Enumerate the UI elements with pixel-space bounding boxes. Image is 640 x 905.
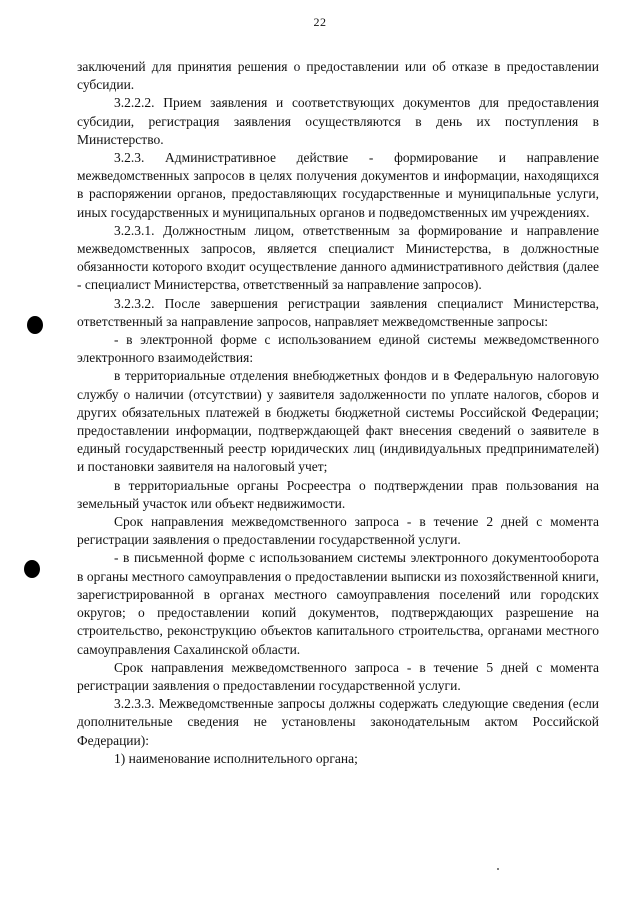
paragraph-deadline-5-days: Срок направления межведомственного запроса - в течение 5 дней с момента регистрации заявления о предоставлении государственной услуги. — [77, 659, 599, 693]
list-item-electronic-form: - в электронной форме с использованием единой системы межведомственного электронного взаимодействия: — [77, 332, 599, 366]
paragraph-rosreestr-request: в территориальные органы Росреестра о подтверждении прав пользования на земельный участок или объект недвижимости. — [77, 477, 599, 511]
paragraph-3-2-3: 3.2.3. Административное действие - формирование и направление межведомственных запросов в целях получения документов и информации, находящихся в распоряжении органов, предоставляющих государственные и муниципальные услуги, иных государственных и муниципальных органов и подведомственных им учреждениях. — [77, 150, 599, 220]
paragraph-3-2-3-2: 3.2.3.2. После завершения регистрации заявления специалист Министерства, ответственный за направление запросов, направляет межведомственные запросы: — [77, 295, 599, 329]
page-number: 22 — [313, 15, 327, 29]
paragraph-3-2-3-3: 3.2.3.3. Межведомственные запросы должны содержать следующие сведения (если дополнительные сведения не установлены законодательным актом Российской Федерации): — [77, 696, 599, 748]
paragraph-3-2-3-1: 3.2.3.1. Должностным лицом, ответственным за формирование и направление межведомственных запросов, является специалист Министерства, в должностные обязанности которого входит осуществление данного административного действия (далее - специалист Министерства, ответственный за направление запросов). — [77, 222, 599, 293]
punch-hole-mark — [24, 560, 40, 578]
list-item-written-form: - в письменной форме с использованием системы электронного документооборота в органы местного самоуправления о предоставлении выписки из похозяйственной книги, зарегистрированной в органах местного самоуправления поселений или городских округов; о предоставлении копий документов, подтверждающих разрешение на строительство, реконструкцию объектов капитального строительства, органами местного самоуправления Сахалинской области. — [77, 550, 599, 657]
scan-speck — [497, 868, 499, 870]
document-body — [77, 58, 599, 768]
paragraph-continuation: заключений для принятия решения о предоставлении или об отказе в предоставлении субсидии. — [77, 59, 599, 93]
paragraph-deadline-2-days: Срок направления межведомственного запроса - в течение 2 дней с момента регистрации заявления о предоставлении государственной услуги. — [77, 514, 599, 548]
paragraph-tax-request: в территориальные отделения внебюджетных фондов и в Федеральную налоговую службу о наличии (отсутствии) у заявителя задолженности по уплате налогов, сборов и других обязательных платежей в бюджеты бюджетной системы Российской Федерации; предоставлении информации, подтверждающей факт внесения сведений о заявителе в единый государственный реестр юридических лиц (индивидуальных предпринимателей) и постановки заявителя на налоговый учет; — [77, 368, 599, 475]
list-item-1: 1) наименование исполнительного органа; — [114, 750, 358, 766]
paragraph-3-2-2-2: 3.2.2.2. Прием заявления и соответствующих документов для предоставления субсидии, регистрация заявления осуществляются в день их поступления в Министерство. — [77, 95, 599, 147]
punch-hole-mark — [27, 316, 43, 334]
